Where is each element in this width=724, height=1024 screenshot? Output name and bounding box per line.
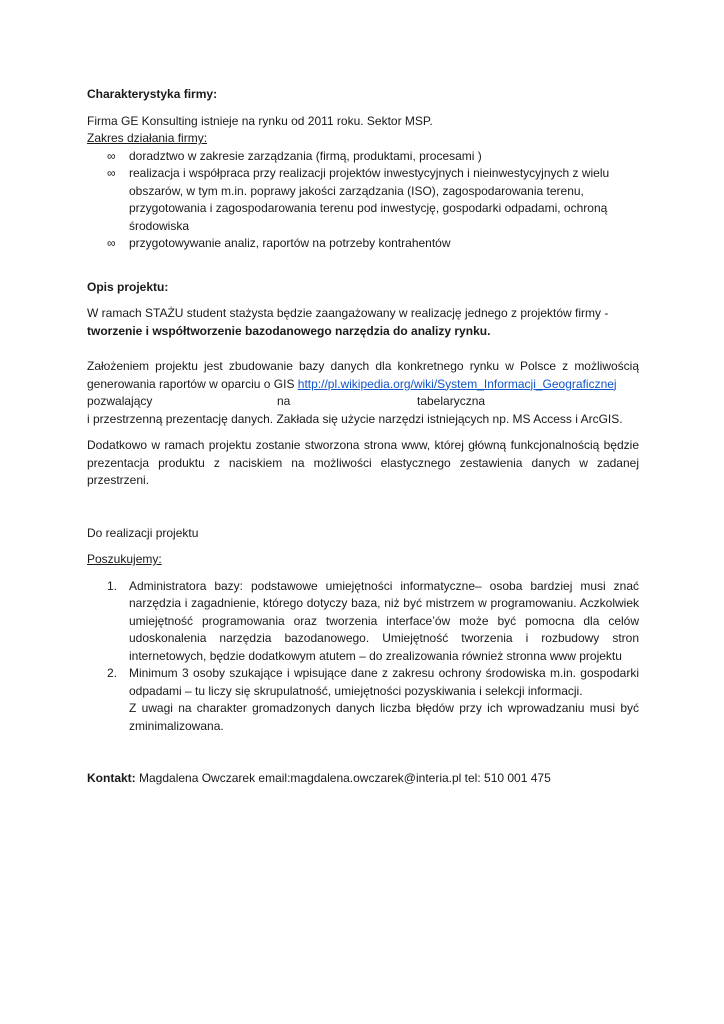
contact-value: Magdalena Owczarek email:magdalena.owczarek@interia.pl tel: 510 001 475 <box>135 771 551 785</box>
project-paragraph-1 <box>87 305 639 340</box>
infinity-bullet-icon: ∞ <box>107 148 116 163</box>
project-paragraph-3: Dodatkowo w ramach projektu zostanie stworzona strona www, której główną funkcjonalnością będzie prezentacja produktu z naciskiem na możliwości elastycznego zestawienia danych w zadanej przestrzeni. <box>87 438 639 487</box>
scope-list <box>87 148 639 253</box>
project-p2-text: Założeniem projektu jest zbudowanie bazy danych dla konkretnego rynku w Polsce z możliwością generowania raportów w oparciu o GIS <box>87 359 639 391</box>
scope-item-text: doradztwo w zakresie zarządzania (firmą, produktami, procesami ) <box>129 148 482 163</box>
needs-item-text: Administratora bazy: podstawowe umiejętności informatyczne– osoba bardziej musi znać narzędzia i zagadnienie, którego dotyczy baza, niż być mistrzem w programowaniu. Aczkolwiek umiejętność programowania oraz tworzenia interface’ów może być pomocna dla celów udoskonalenia narzędzia bazodanowego. Umiejętność tworzenia i rozbudowy stron internetowych, będzie dodatkowym atutem – do zrealizowania również stronna www projektu <box>129 578 639 663</box>
needs-heading: Poszukujemy: <box>87 552 162 566</box>
infinity-bullet-icon: ∞ <box>107 166 116 180</box>
project-p1-text: W ramach STAŻU student stażysta będzie zaangażowany w realizację jednego z projektów firmy - <box>87 306 609 320</box>
list-item <box>87 665 639 735</box>
contact-line <box>87 770 639 788</box>
needs-intro: Do realizacji projektu <box>87 525 199 540</box>
scope-heading: Zakres działania firmy: <box>87 131 208 145</box>
project-p2-word: na <box>277 394 291 408</box>
project-p2-end: i przestrzenną prezentację danych. Zakłada się użycie narzędzi istniejących np. MS Access i ArcGIS. <box>87 411 623 426</box>
project-paragraph-2 <box>87 358 639 393</box>
project-p2-word: tabelaryczna <box>417 394 486 408</box>
project-heading: Opis projektu: <box>87 279 169 294</box>
gis-wikipedia-link[interactable]: http://pl.wikipedia.org/wiki/System_Informacji_Geograficznej <box>297 376 617 391</box>
list-item <box>87 148 639 166</box>
list-item <box>87 235 639 253</box>
project-p1-bold: tworzenie i współtworzenie bazodanowego narzędzia do analizy rynku. <box>87 323 491 338</box>
needs-item-text-2: Z uwagi na charakter gromadzonych danych liczba błędów przy ich wprowadzaniu musi być zminimalizowana. <box>129 701 639 733</box>
needs-item-text: Minimum 3 osoby szukające i wpisujące dane z zakresu ochrony środowiska m.in. gospodarki odpadami – tu liczy się skrupulatność, umiejętności pozyskiwania i selekcji informacji. <box>129 666 639 698</box>
company-intro: Firma GE Konsulting istnieje na rynku od 2011 roku. Sektor MSP. <box>87 113 433 128</box>
infinity-bullet-icon: ∞ <box>107 236 116 250</box>
needs-list <box>87 578 639 736</box>
company-heading: Charakterystyka firmy: <box>87 87 218 101</box>
scope-item-text: przygotowywanie analiz, raportów na potrzeby kontrahentów <box>129 236 451 250</box>
document-page <box>87 86 639 788</box>
list-item <box>87 165 639 235</box>
list-item-number: 2. <box>107 666 118 680</box>
project-p2-word: pozwalający <box>87 394 153 408</box>
scope-item-text: realizacja i współpraca przy realizacji projektów inwestycyjnych i nieinwestycyjnych z wielu obszarów, w tym m.in. poprawy jakości zarządzania (ISO), zagospodarowania terenu, przygotowania i zagospodarowania terenu pod inwestycję, gospodarki odpadami, ochroną środowiska <box>129 166 610 233</box>
contact-label: Kontakt: <box>87 771 136 785</box>
list-item-number: 1. <box>107 578 118 593</box>
project-p2-spread-line <box>87 393 639 411</box>
list-item <box>87 578 639 666</box>
